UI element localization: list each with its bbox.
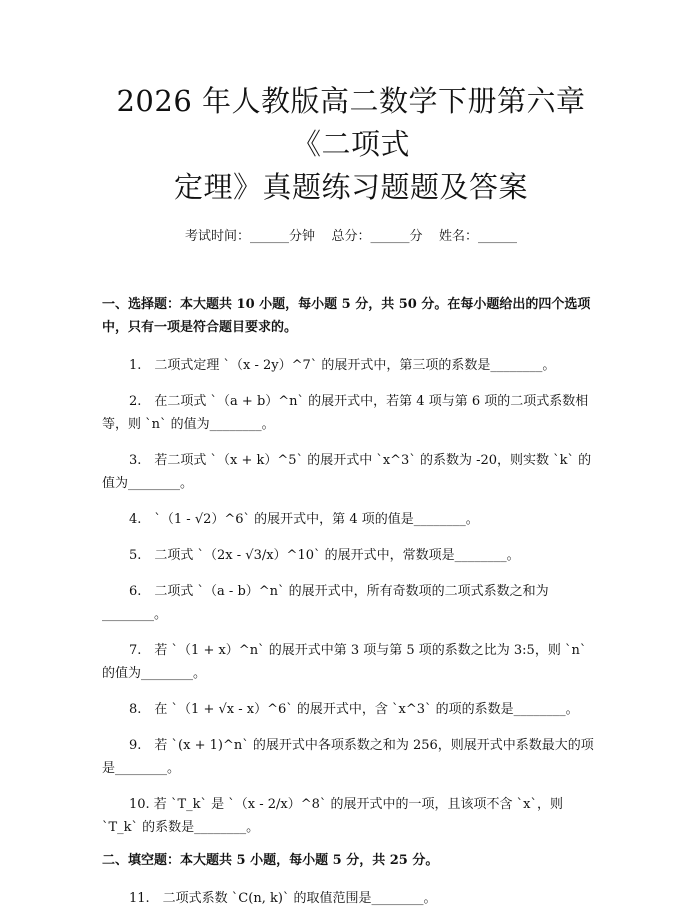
exam-meta-line: 考试时间：______分钟 总分：______分 姓名：______ <box>184 229 518 244</box>
question-7: 7. 若 `（1 + x）^n` 的展开式中第 3 项与第 5 项的系数之比为 3:5，则 `n` 的值为________。 <box>102 643 587 681</box>
exam-title <box>102 80 600 209</box>
section-heading-fill: 二、填空题：本大题共 5 小题，每小题 5 分，共 25 分。 <box>102 853 439 868</box>
title-line-1: 2026 年人教版高二数学下册第六章《二项式 <box>116 84 586 161</box>
question-1: 1. 二项式定理 `（x - 2y）^7` 的展开式中，第三项的系数是________。 <box>129 358 556 373</box>
question-11: 11. 二项式系数 `C(n, k)` 的取值范围是________。 <box>129 891 437 906</box>
question-3: 3. 若二项式 `（x + k）^5` 的展开式中 `x^3` 的系数为 -20，则实数 `k` 的值为________。 <box>102 453 592 491</box>
question-5: 5. 二项式 `（2x - √3/x）^10` 的展开式中，常数项是________。 <box>129 548 520 563</box>
question-6: 6. 二项式 `（a - b）^n` 的展开式中，所有奇数项的二项式系数之和为________。 <box>102 584 549 622</box>
title-line-2: 定理》真题练习题题及答案 <box>173 170 528 204</box>
question-9: 9. 若 `(x + 1)^n` 的展开式中各项系数之和为 256，则展开式中系数最大的项是________。 <box>102 738 594 776</box>
question-4: 4. `（1 - √2）^6` 的展开式中，第 4 项的值是________。 <box>129 512 479 527</box>
section-heading-choice: 一、选择题：本大题共 10 小题，每小题 5 分，共 50 分。在每小题给出的四个选项中，只有一项是符合题目要求的。 <box>102 297 591 335</box>
question-8: 8. 在 `（1 + √x - x）^6` 的展开式中，含 `x^3` 的项的系数是________。 <box>129 702 579 717</box>
question-2: 2. 在二项式 `（a + b）^n` 的展开式中，若第 4 项与第 6 项的二项式系数相等，则 `n` 的值为________。 <box>102 394 589 432</box>
question-10: 10. 若 `T_k` 是 `（x - 2/x）^8` 的展开式中的一项，且该项不含 `x`，则 `T_k` 的系数是________。 <box>102 797 563 835</box>
